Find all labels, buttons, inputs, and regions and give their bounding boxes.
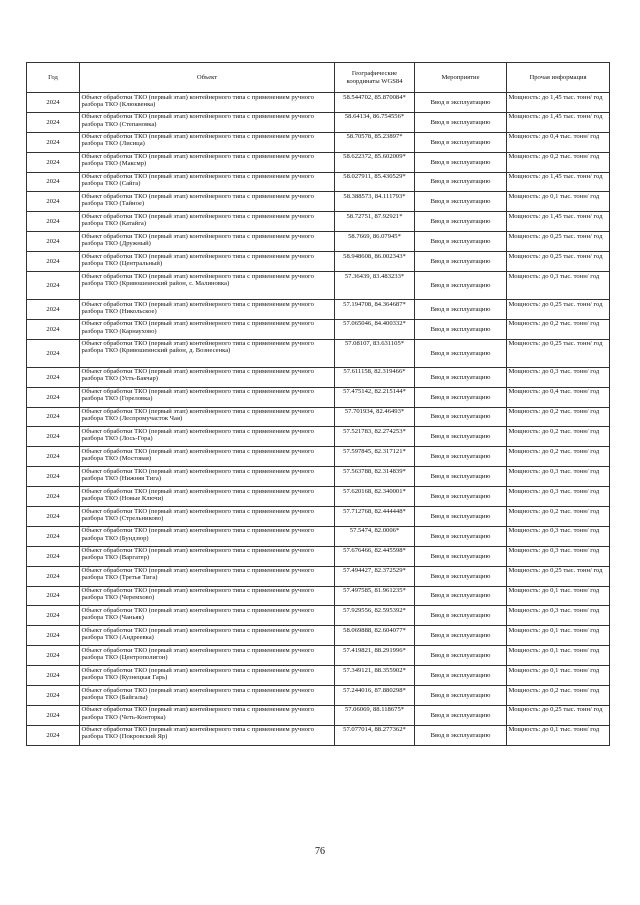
cell-object: Объект обработки ТКО (первый этап) контейнерного типа с применением ручного разбора ТКО (Тайное) (80, 192, 335, 212)
page-number: 76 (315, 846, 325, 857)
cell-object: Объект обработки ТКО (первый этап) контейнерного типа с применением ручного разбора ТКО (Новые Ключи) (80, 487, 335, 507)
cell-event: Ввод в эксплуатацию (415, 467, 507, 487)
cell-year: 2024 (27, 646, 80, 666)
table-row (27, 93, 610, 113)
cell-coords: 57.563788, 82.314839* (335, 467, 415, 487)
table-row (27, 232, 610, 252)
cell-year: 2024 (27, 132, 80, 152)
table-row (27, 367, 610, 387)
header-info: Прочая информация (507, 63, 610, 93)
cell-info: Мощность: до 0,2 тыс. тонн/ год (507, 447, 610, 467)
cell-coords: 57.08107, 83.631105* (335, 339, 415, 367)
cell-coords: 58.388573, 84.111793* (335, 192, 415, 212)
cell-event: Ввод в эксплуатацию (415, 93, 507, 113)
table-row (27, 252, 610, 272)
cell-info: Мощность: до 0,2 тыс. тонн/ год (507, 427, 610, 447)
cell-object: Объект обработки ТКО (первый этап) контейнерного типа с применением ручного разбора ТКО (Центрополигон) (80, 646, 335, 666)
cell-event: Ввод в эксплуатацию (415, 686, 507, 706)
cell-coords: 57.521783, 82.274253* (335, 427, 415, 447)
cell-event: Ввод в эксплуатацию (415, 212, 507, 232)
cell-object: Объект обработки ТКО (первый этап) контейнерного типа с применением ручного разбора ТКО (Никольское) (80, 300, 335, 320)
cell-coords: 57.06069, 88.118675* (335, 705, 415, 725)
table-row (27, 212, 610, 232)
cell-event: Ввод в эксплуатацию (415, 152, 507, 172)
cell-year: 2024 (27, 487, 80, 507)
header-object: Объект (80, 63, 335, 93)
cell-object: Объект обработки ТКО (первый этап) контейнерного типа с применением ручного разбора ТКО (Варгатер) (80, 546, 335, 566)
cell-year: 2024 (27, 232, 80, 252)
cell-event: Ввод в эксплуатацию (415, 447, 507, 467)
cell-year: 2024 (27, 686, 80, 706)
table-row (27, 467, 610, 487)
cell-info: Мощность: до 1,45 тыс. тонн/ год (507, 93, 610, 113)
cell-event: Ввод в эксплуатацию (415, 112, 507, 132)
cell-coords: 57.929556, 82.595392* (335, 606, 415, 626)
cell-object: Объект обработки ТКО (первый этап) контейнерного типа с применением ручного разбора ТКО (Катайга) (80, 212, 335, 232)
cell-event: Ввод в эксплуатацию (415, 319, 507, 339)
cell-info: Мощность: до 0,3 тыс. тонн/ год (507, 467, 610, 487)
cell-object: Объект обработки ТКО (первый этап) контейнерного типа с применением ручного разбора ТКО (Байгалы) (80, 686, 335, 706)
cell-object: Объект обработки ТКО (первый этап) контейнерного типа с применением ручного разбора ТКО (Лисица) (80, 132, 335, 152)
cell-coords: 58.027911, 85.430529* (335, 172, 415, 192)
cell-event: Ввод в эксплуатацию (415, 339, 507, 367)
cell-info: Мощность: до 0,3 тыс. тонн/ год (507, 546, 610, 566)
cell-object: Объект обработки ТКО (первый этап) контейнерного типа с применением ручного разбора ТКО (Андреевка) (80, 626, 335, 646)
header-year: Год (27, 63, 80, 93)
cell-object: Объект обработки ТКО (первый этап) контейнерного типа с применением ручного разбора ТКО (Усть-Бакчар) (80, 367, 335, 387)
table-row (27, 407, 610, 427)
cell-info: Мощность: до 0,25 тыс. тонн/ год (507, 300, 610, 320)
cell-object: Объект обработки ТКО (первый этап) контейнерного типа с применением ручного разбора ТКО (Бундзюр) (80, 526, 335, 546)
cell-event: Ввод в эксплуатацию (415, 626, 507, 646)
cell-coords: 57.712768, 82.444448* (335, 507, 415, 527)
cell-year: 2024 (27, 272, 80, 300)
cell-info: Мощность: до 0,4 тыс. тонн/ год (507, 387, 610, 407)
cell-info: Мощность: до 0,3 тыс. тонн/ год (507, 367, 610, 387)
cell-event: Ввод в эксплуатацию (415, 487, 507, 507)
cell-year: 2024 (27, 172, 80, 192)
cell-info: Мощность: до 0,25 тыс. тонн/ год (507, 232, 610, 252)
header-row (27, 63, 610, 93)
cell-event: Ввод в эксплуатацию (415, 172, 507, 192)
cell-event: Ввод в эксплуатацию (415, 272, 507, 300)
cell-coords: 57.620168, 82.340001* (335, 487, 415, 507)
cell-event: Ввод в эксплуатацию (415, 705, 507, 725)
cell-info: Мощность: до 0,2 тыс. тонн/ год (507, 407, 610, 427)
cell-coords: 58.948608, 86.002343* (335, 252, 415, 272)
cell-year: 2024 (27, 367, 80, 387)
cell-year: 2024 (27, 546, 80, 566)
cell-object: Объект обработки ТКО (первый этап) контейнерного типа с применением ручного разбора ТКО (Центральный) (80, 252, 335, 272)
cell-event: Ввод в эксплуатацию (415, 725, 507, 745)
table-row (27, 705, 610, 725)
cell-object: Объект обработки ТКО (первый этап) контейнерного типа с применением ручного разбора ТКО (Мостовая) (80, 447, 335, 467)
table-row (27, 606, 610, 626)
cell-year: 2024 (27, 192, 80, 212)
cell-object: Объект обработки ТКО (первый этап) контейнерного типа с применением ручного разбора ТКО (Нижняя Тига) (80, 467, 335, 487)
header-coords: Географические координаты WGS84 (335, 63, 415, 93)
cell-coords: 57.497585, 81.961235* (335, 586, 415, 606)
cell-year: 2024 (27, 467, 80, 487)
table-row (27, 566, 610, 586)
cell-event: Ввод в эксплуатацию (415, 387, 507, 407)
cell-coords: 57.475142, 82.215144* (335, 387, 415, 407)
table-row (27, 272, 610, 300)
cell-event: Ввод в эксплуатацию (415, 427, 507, 447)
cell-object: Объект обработки ТКО (первый этап) контейнерного типа с применением ручного разбора ТКО (Леспромучасток Чая) (80, 407, 335, 427)
cell-info: Мощность: до 0,3 тыс. тонн/ год (507, 487, 610, 507)
cell-event: Ввод в эксплуатацию (415, 300, 507, 320)
table-row (27, 487, 610, 507)
cell-year: 2024 (27, 586, 80, 606)
cell-event: Ввод в эксплуатацию (415, 232, 507, 252)
cell-coords: 57.349121, 88.355902* (335, 666, 415, 686)
cell-coords: 58.622372, 85.602009* (335, 152, 415, 172)
cell-year: 2024 (27, 427, 80, 447)
cell-coords: 57.494427, 82.372529* (335, 566, 415, 586)
cell-object: Объект обработки ТКО (первый этап) контейнерного типа с применением ручного разбора ТКО (Максмр) (80, 152, 335, 172)
cell-year: 2024 (27, 626, 80, 646)
cell-info: Мощность: до 0,25 тыс. тонн/ год (507, 705, 610, 725)
cell-year: 2024 (27, 566, 80, 586)
table-row (27, 427, 610, 447)
cell-info: Мощность: до 0,2 тыс. тонн/ год (507, 319, 610, 339)
cell-info: Мощность: до 1,45 тыс. тонн/ год (507, 212, 610, 232)
cell-coords: 58.7669, 86.07945* (335, 232, 415, 252)
table-row (27, 339, 610, 367)
table-row (27, 646, 610, 666)
table-row (27, 387, 610, 407)
table-body (27, 93, 610, 746)
cell-year: 2024 (27, 606, 80, 626)
cell-coords: 57.5474, 82.0006* (335, 526, 415, 546)
cell-event: Ввод в эксплуатацию (415, 646, 507, 666)
cell-year: 2024 (27, 252, 80, 272)
cell-info: Мощность: до 0,25 тыс. тонн/ год (507, 566, 610, 586)
cell-info: Мощность: до 0,3 тыс. тонн/ год (507, 606, 610, 626)
cell-object: Объект обработки ТКО (первый этап) контейнерного типа с применением ручного разбора ТКО (Дружный) (80, 232, 335, 252)
cell-object: Объект обработки ТКО (первый этап) контейнерного типа с применением ручного разбора ТКО (Клюквенка) (80, 93, 335, 113)
cell-object: Объект обработки ТКО (первый этап) контейнерного типа с применением ручного разбора ТКО (Гореловка) (80, 387, 335, 407)
cell-year: 2024 (27, 666, 80, 686)
table-row (27, 112, 610, 132)
cell-info: Мощность: до 0,2 тыс. тонн/ год (507, 507, 610, 527)
table-row (27, 666, 610, 686)
cell-coords: 58.544702, 85.870084* (335, 93, 415, 113)
table-row (27, 152, 610, 172)
cell-year: 2024 (27, 447, 80, 467)
cell-coords: 58.70578, 85.23897* (335, 132, 415, 152)
cell-info: Мощность: до 0,1 тыс. тонн/ год (507, 586, 610, 606)
cell-year: 2024 (27, 152, 80, 172)
cell-year: 2024 (27, 526, 80, 546)
cell-info: Мощность: до 0,1 тыс. тонн/ год (507, 725, 610, 745)
cell-event: Ввод в эксплуатацию (415, 586, 507, 606)
cell-object: Объект обработки ТКО (первый этап) контейнерного типа с применением ручного разбора ТКО (Карнаухово) (80, 319, 335, 339)
cell-info: Мощность: до 0,4 тыс. тонн/ год (507, 132, 610, 152)
table-row (27, 172, 610, 192)
cell-event: Ввод в эксплуатацию (415, 192, 507, 212)
cell-coords: 57.065046, 84.400332* (335, 319, 415, 339)
table-row (27, 526, 610, 546)
table-row (27, 546, 610, 566)
cell-year: 2024 (27, 112, 80, 132)
cell-event: Ввод в эксплуатацию (415, 252, 507, 272)
cell-object: Объект обработки ТКО (первый этап) контейнерного типа с применением ручного разбора ТКО (Лось-Гора) (80, 427, 335, 447)
cell-event: Ввод в эксплуатацию (415, 132, 507, 152)
data-table (26, 62, 610, 746)
cell-year: 2024 (27, 725, 80, 745)
cell-coords: 57.244016, 87.880298* (335, 686, 415, 706)
cell-info: Мощность: до 0,1 тыс. тонн/ год (507, 192, 610, 212)
cell-year: 2024 (27, 407, 80, 427)
cell-event: Ввод в эксплуатацию (415, 666, 507, 686)
cell-info: Мощность: до 0,2 тыс. тонн/ год (507, 152, 610, 172)
cell-year: 2024 (27, 705, 80, 725)
cell-event: Ввод в эксплуатацию (415, 606, 507, 626)
table-row (27, 686, 610, 706)
cell-info: Мощность: до 0,1 тыс. тонн/ год (507, 666, 610, 686)
table-row (27, 447, 610, 467)
cell-year: 2024 (27, 507, 80, 527)
cell-object: Объект обработки ТКО (первый этап) контейнерного типа с применением ручного разбора ТКО (Покровский Яр) (80, 725, 335, 745)
cell-info: Мощность: до 0,1 тыс. тонн/ год (507, 646, 610, 666)
table-row (27, 300, 610, 320)
cell-year: 2024 (27, 93, 80, 113)
cell-object: Объект обработки ТКО (первый этап) контейнерного типа с применением ручного разбора ТКО (Степановка) (80, 112, 335, 132)
cell-info: Мощность: до 0,3 тыс. тонн/ год (507, 526, 610, 546)
header-event: Мероприятие (415, 63, 507, 93)
table-row (27, 319, 610, 339)
table-row (27, 586, 610, 606)
cell-event: Ввод в эксплуатацию (415, 526, 507, 546)
cell-info: Мощность: до 0,2 тыс. тонн/ год (507, 686, 610, 706)
cell-year: 2024 (27, 319, 80, 339)
cell-object: Объект обработки ТКО (первый этап) контейнерного типа с применением ручного разбора ТКО (Чаньяк) (80, 606, 335, 626)
cell-object: Объект обработки ТКО (первый этап) контейнерного типа с применением ручного разбора ТКО (Кузнецкая Гарь) (80, 666, 335, 686)
cell-object: Объект обработки ТКО (первый этап) контейнерного типа с применением ручного разбора ТКО (Стрельниково) (80, 507, 335, 527)
cell-coords: 57.077014, 88.277362* (335, 725, 415, 745)
cell-object: Объект обработки ТКО (первый этап) контейнерного типа с применением ручного разбора ТКО (Кривошеинский район, с. Малиновка) (80, 272, 335, 300)
cell-coords: 57.36439, 83.483233* (335, 272, 415, 300)
cell-coords: 58.72751, 87.92921* (335, 212, 415, 232)
cell-coords: 57.676466, 82.445598* (335, 546, 415, 566)
cell-event: Ввод в эксплуатацию (415, 546, 507, 566)
table-row (27, 725, 610, 745)
cell-event: Ввод в эксплуатацию (415, 566, 507, 586)
cell-info: Мощность: до 1,45 тыс. тонн/ год (507, 112, 610, 132)
cell-object: Объект обработки ТКО (первый этап) контейнерного типа с применением ручного разбора ТКО (Черемхово) (80, 586, 335, 606)
cell-year: 2024 (27, 212, 80, 232)
table-row (27, 192, 610, 212)
cell-coords: 57.597845, 82.317121* (335, 447, 415, 467)
table-row (27, 132, 610, 152)
cell-object: Объект обработки ТКО (первый этап) контейнерного типа с применением ручного разбора ТКО (Четь-Конторка) (80, 705, 335, 725)
cell-coords: 58.069888, 82.604077* (335, 626, 415, 646)
cell-object: Объект обработки ТКО (первый этап) контейнерного типа с применением ручного разбора ТКО (Кривошеинский район, д. Вознесенка) (80, 339, 335, 367)
cell-info: Мощность: до 0,3 тыс. тонн/ год (507, 272, 610, 300)
table-row (27, 626, 610, 646)
cell-event: Ввод в эксплуатацию (415, 367, 507, 387)
cell-coords: 57.611158, 82.319466* (335, 367, 415, 387)
cell-coords: 57.194708, 84.364687* (335, 300, 415, 320)
cell-year: 2024 (27, 300, 80, 320)
table-row (27, 507, 610, 527)
cell-info: Мощность: до 1,45 тыс. тонн/ год (507, 172, 610, 192)
cell-object: Объект обработки ТКО (первый этап) контейнерного типа с применением ручного разбора ТКО (Сайга) (80, 172, 335, 192)
cell-year: 2024 (27, 387, 80, 407)
cell-event: Ввод в эксплуатацию (415, 507, 507, 527)
cell-info: Мощность: до 0,1 тыс. тонн/ год (507, 626, 610, 646)
cell-info: Мощность: до 0,25 тыс. тонн/ год (507, 339, 610, 367)
cell-coords: 57.701934, 82.46493* (335, 407, 415, 427)
cell-event: Ввод в эксплуатацию (415, 407, 507, 427)
cell-object: Объект обработки ТКО (первый этап) контейнерного типа с применением ручного разбора ТКО (Третья Тига) (80, 566, 335, 586)
cell-info: Мощность: до 0,25 тыс. тонн/ год (507, 252, 610, 272)
cell-coords: 58.64134, 86.754556* (335, 112, 415, 132)
cell-coords: 57.419821, 88.291996* (335, 646, 415, 666)
cell-year: 2024 (27, 339, 80, 367)
